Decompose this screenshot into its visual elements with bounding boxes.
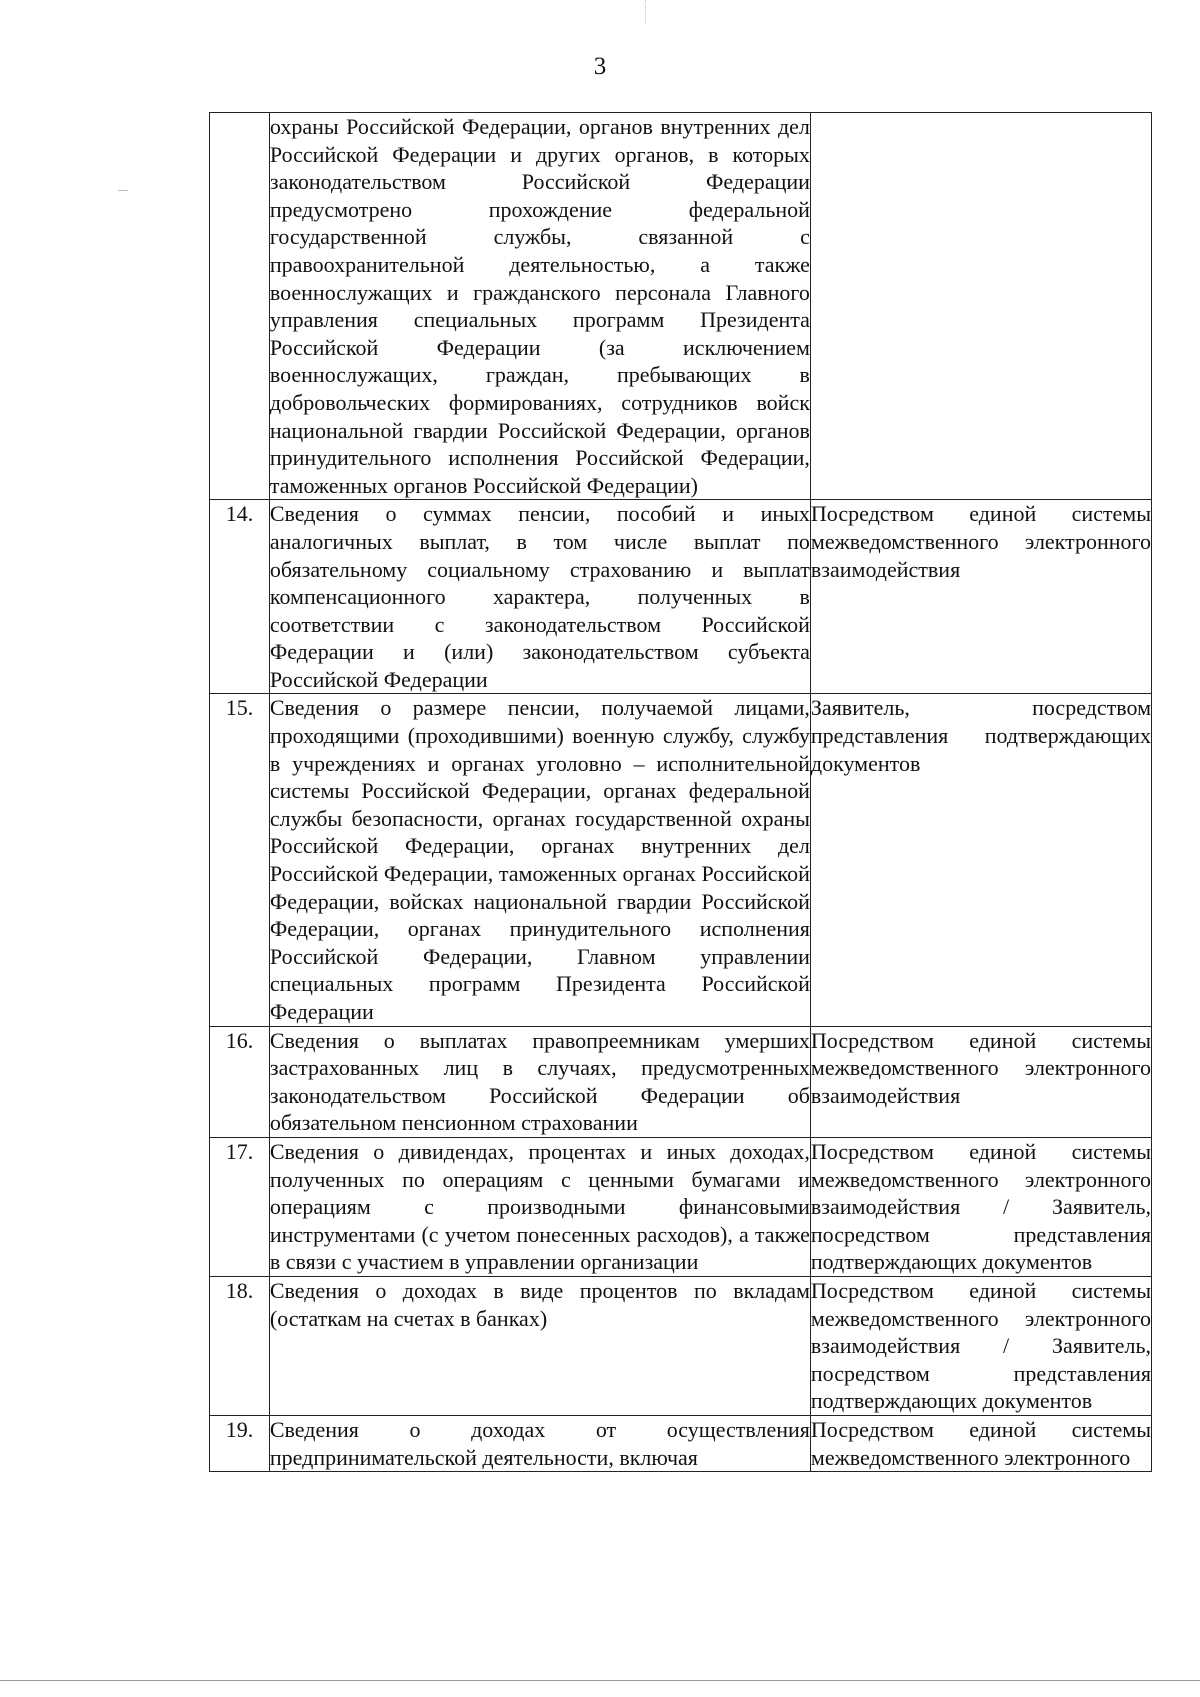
row-description: охраны Российской Федерации, органов внутренних дел Российской Федерации и других органов, в которых законодательством Российской Федерации предусмотрено прохождение федеральной государственной службы, связанной с правоохранительной деятельностью, а также военнослужащих и гражданского персонала Главного управления специальных программ Президента Российской Федерации (за исключением военнослужащих, граждан, пребывающих в добровольческих формированиях, сотрудников войск национальной гвардии Российской Федерации, органов принудительного исполнения Российской Федерации, таможенных органов Российской Федерации) [269,113,810,500]
row-method: Посредством единой системы межведомственного электронного взаимодействия / Заявитель, посредством представления подтверждающих документов [810,1276,1151,1415]
page-number: 3 [593,53,607,80]
table-row [210,500,1152,694]
row-description: Сведения о доходах от осуществления предпринимательской деятельности, включая [269,1415,810,1471]
table-row [210,113,1152,500]
row-number: 16. [210,1026,270,1137]
row-method: Посредством единой системы межведомственного электронного взаимодействия [810,1026,1151,1137]
row-description: Сведения о размере пенсии, получаемой лицами, проходящими (проходившими) военную службу, службу в учреждениях и органах уголовно – исполнительной системы Российской Федерации, органах федеральной службы безопасности, органах государственной охраны Российской Федерации, органах внутренних дел Российской Федерации, таможенных органах Российской Федерации, войсках национальной гвардии Российской Федерации, органах принудительного исполнения Российской Федерации, Главном управлении специальных программ Президента Российской Федерации [269,694,810,1026]
row-method: Посредством единой системы межведомственного электронного взаимодействия / Заявитель, посредством представления подтверждающих документов [810,1137,1151,1276]
row-description: Сведения о доходах в виде процентов по вкладам (остаткам на счетах в банках) [269,1276,810,1415]
table-row [210,1137,1152,1276]
scan-bottom-edge [0,1680,1200,1681]
row-number: 14. [210,500,270,694]
row-number: 15. [210,694,270,1026]
table-row [210,1276,1152,1415]
row-number: 19. [210,1415,270,1471]
table-row [210,1026,1152,1137]
row-description: Сведения о суммах пенсии, пособий и иных аналогичных выплат, в том числе выплат по обязательному социальному страхованию и выплат компенсационного характера, полученных в соответствии с законодательством Российской Федерации и (или) законодательством субъекта Российской Федерации [269,500,810,694]
row-description: Сведения о дивидендах, процентах и иных доходах, полученных по операциям с ценными бумагами и операциям с производными финансовыми инструментами (с учетом понесенных расходов), а также в связи с участием в управлении организации [269,1137,810,1276]
table-row [210,694,1152,1026]
row-method: Посредством единой системы межведомственного электронного взаимодействия [810,500,1151,694]
row-method: Посредством единой системы межведомственного электронного [810,1415,1151,1471]
row-number [210,113,270,500]
row-number: 18. [210,1276,270,1415]
scan-top-mark [645,0,646,24]
row-number: 17. [210,1137,270,1276]
row-method [810,113,1151,500]
row-method: Заявитель, посредством представления подтверждающих документов [810,694,1151,1026]
documents-table [209,112,1152,1472]
table-row [210,1415,1152,1471]
row-description: Сведения о выплатах правопреемникам умерших застрахованных лиц в случаях, предусмотренных законодательством Российской Федерации об обязательном пенсионном страховании [269,1026,810,1137]
scan-margin-mark [118,190,128,191]
